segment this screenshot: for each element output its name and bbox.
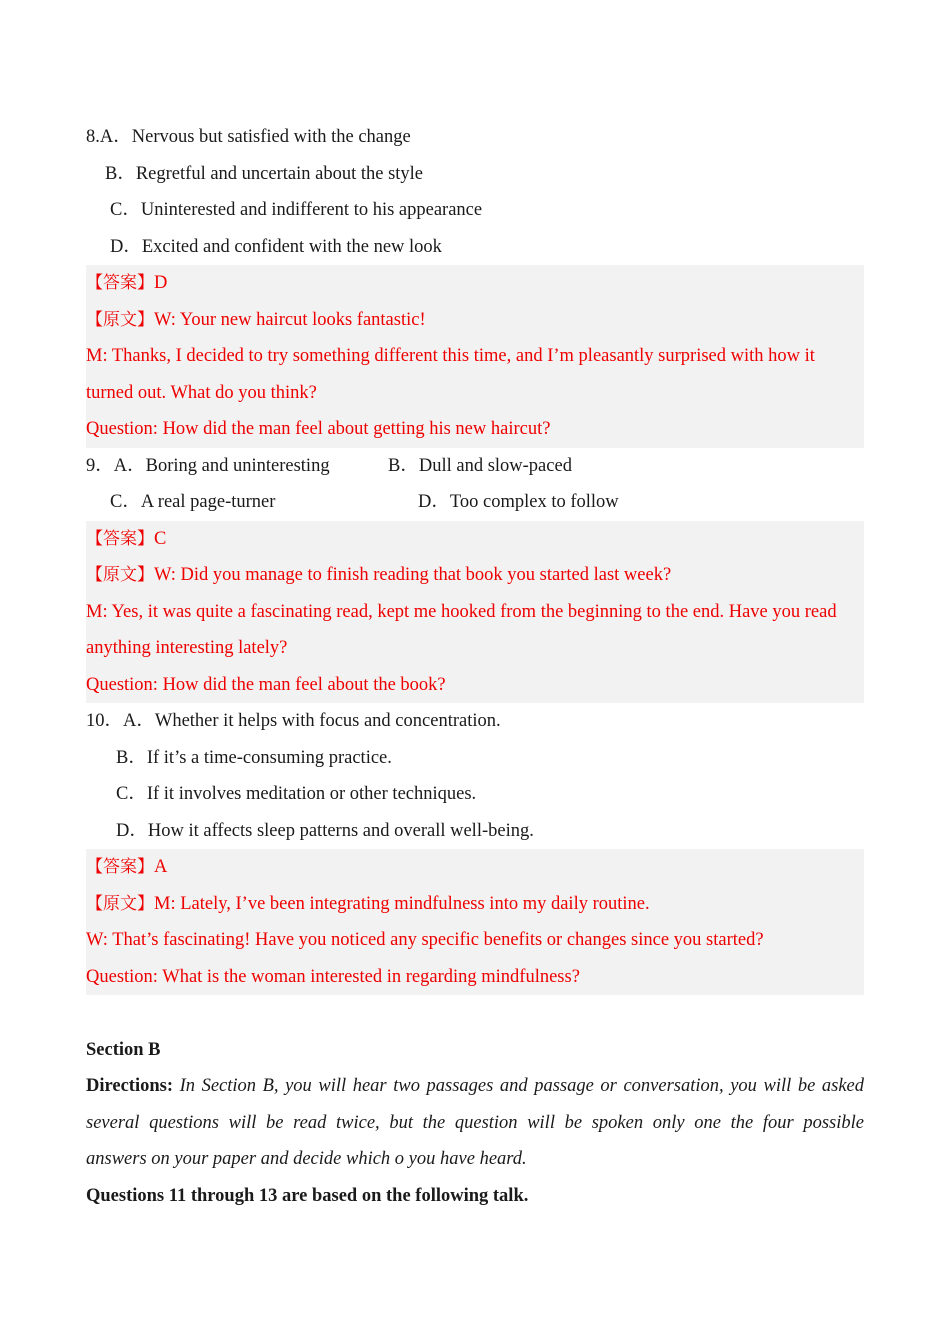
q10-option-a-prefix: 10．A． (86, 711, 155, 731)
q9-answer-value: C (154, 528, 167, 549)
question-9 (86, 448, 864, 704)
document-page (86, 119, 864, 1214)
q10-answer-label: 【答案】 (86, 857, 154, 877)
q8-option-b (86, 156, 864, 193)
q8-transcript-line-1 (86, 302, 864, 339)
q9-transcript-label: 【原文】 (86, 565, 154, 585)
q8-transcript-line-3: turned out. What do you think? (86, 382, 317, 403)
q8-transcript-line-2: M: Thanks, I decided to try something different this time, and I’m pleasantly surprised with how it (86, 346, 815, 366)
q8-answer-value: D (154, 273, 168, 293)
q10-option-c-text: If it involves meditation or other techniques. (146, 784, 477, 804)
q8-option-c-text: Uninterested and indifferent to his appearance (140, 200, 483, 220)
q9-transcript-line-4: Question: How did the man feel about the book? (86, 674, 446, 695)
q8-option-c-prefix: C． (110, 200, 141, 220)
section-b-title: Section B (86, 1039, 161, 1060)
q10-transcript-label: 【原文】 (86, 893, 154, 914)
q8-transcript-line-4: Question: How did the man feel about getting his new haircut? (86, 419, 551, 439)
q9-option-c (110, 492, 275, 512)
q10-option-b-text: If it’s a time-consuming practice. (146, 747, 392, 768)
q8-option-d-text: Excited and confident with the new look (141, 236, 442, 257)
q9-transcript-line-1 (86, 557, 864, 594)
q10-transcript-line-3: Question: What is the woman interested in regarding mindfulness? (86, 966, 580, 987)
q9-option-a (86, 456, 330, 476)
question-8 (86, 119, 864, 448)
q8-option-a-text: Nervous but satisfied with the change (131, 127, 411, 147)
q9-answer-label: 【答案】 (86, 528, 154, 549)
q9-options-row-2 (86, 484, 864, 521)
q9-option-a-text: Boring and uninteresting (145, 455, 330, 476)
q10-transcript-line-1 (86, 886, 864, 923)
directions-label: Directions: (86, 1076, 173, 1096)
q9-transcript-line-2: M: Yes, it was quite a fascinating read, kept me hooked from the beginning to the end. Have you read (86, 601, 837, 622)
q8-transcript-text-1: W: Your new haircut looks fantastic! (154, 309, 426, 330)
q9-transcript-line-3: anything interesting lately? (86, 638, 288, 658)
q10-answer-value: A (154, 857, 168, 877)
q8-option-b-prefix: B． (105, 163, 136, 184)
q9-option-b (388, 448, 572, 485)
q10-option-d (86, 813, 864, 850)
q9-options-row-1 (86, 448, 864, 485)
q9-option-d-prefix: D． (418, 492, 450, 512)
q10-answer-box (86, 849, 864, 995)
q9-option-c-prefix: C． (110, 492, 141, 512)
q9-answer-box (86, 521, 864, 704)
q10-option-c (86, 776, 864, 813)
q8-option-a-prefix: 8.A． (86, 127, 132, 147)
q9-option-a-prefix: 9．A． (86, 455, 146, 476)
directions-text-1: In Section B, you will hear two passages and passage or conversation, you will be asked (179, 1076, 864, 1096)
q8-option-d-prefix: D． (110, 236, 142, 257)
q10-option-a-text: Whether it helps with focus and concentration. (154, 711, 501, 731)
q8-answer-label: 【答案】 (86, 273, 154, 293)
q9-option-b-text: Dull and slow-paced (418, 455, 572, 476)
q9-option-b-prefix: B． (388, 455, 419, 476)
q10-option-a (86, 703, 864, 740)
q8-answer-box (86, 265, 864, 448)
section-spacer (86, 995, 864, 1032)
q9-option-d (418, 484, 619, 521)
q9-answer-line (86, 521, 864, 558)
section-b (86, 1032, 864, 1215)
question-10 (86, 703, 864, 995)
q10-option-c-prefix: C． (116, 784, 147, 804)
q10-option-b-prefix: B． (116, 747, 147, 768)
q8-answer-line (86, 265, 864, 302)
q8-option-b-text: Regretful and uncertain about the style (135, 163, 424, 184)
q10-transcript-line-2: W: That’s fascinating! Have you noticed any specific benefits or changes since you started? (86, 930, 764, 950)
q10-option-b (86, 740, 864, 777)
q8-option-d (86, 229, 864, 266)
q10-option-d-prefix: D． (116, 820, 148, 841)
q9-option-c-text: A real page-turner (140, 492, 276, 512)
q8-transcript-label: 【原文】 (86, 309, 154, 330)
directions-line-2: several questions will be read twice, but the question will be spoken only one the four possible (86, 1112, 864, 1133)
q10-transcript-text-1: M: Lately, I’ve been integrating mindfulness into my daily routine. (154, 893, 650, 914)
section-b-subheading: Questions 11 through 13 are based on the following talk. (86, 1185, 529, 1206)
q8-option-c (86, 192, 864, 229)
q9-option-d-text: Too complex to follow (449, 492, 619, 512)
q9-transcript-text-1: W: Did you manage to finish reading that book you started last week? (154, 565, 672, 585)
q10-answer-line (86, 849, 864, 886)
directions-line-3: answers on your paper and decide which o you have heard. (86, 1149, 527, 1169)
q8-option-a (86, 119, 864, 156)
q10-option-d-text: How it affects sleep patterns and overall well-being. (147, 820, 534, 841)
directions-line-1 (86, 1068, 864, 1105)
